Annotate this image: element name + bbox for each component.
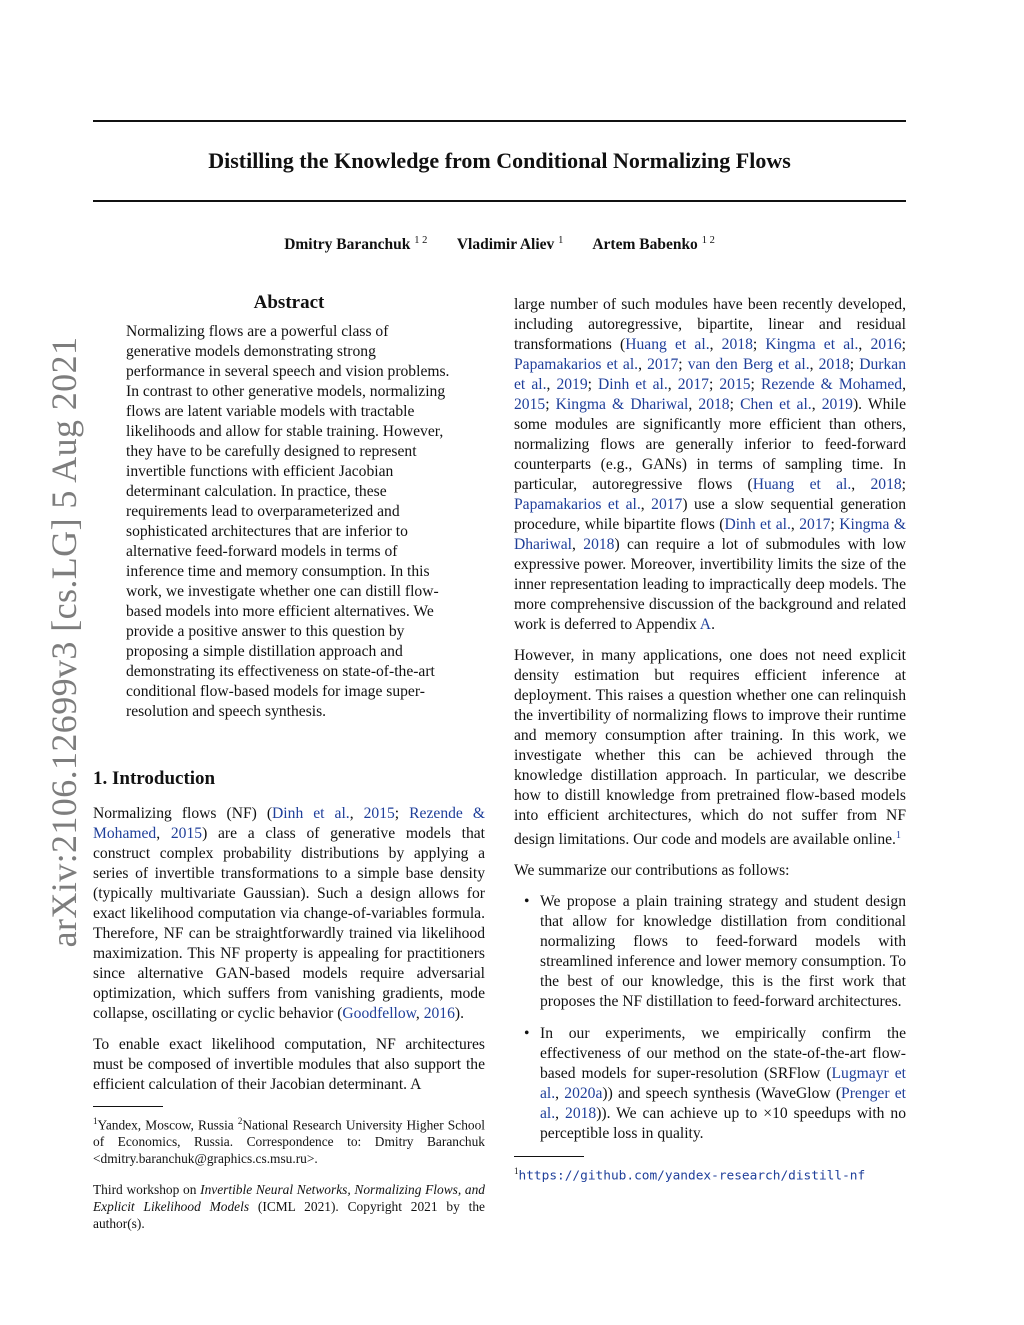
appendix-link[interactable]: A <box>699 616 712 633</box>
code-url-footnote: $^1$https://github.com/yandex-research/distill-nf <box>514 1166 866 1184</box>
citation-link[interactable]: 2017 <box>651 496 683 513</box>
citation-link[interactable]: 2016 <box>423 1005 455 1022</box>
author-list <box>93 235 906 254</box>
author-affiliation: 1 2 <box>414 235 428 246</box>
author-name: Vladimir Aliev <box>456 236 555 254</box>
citation-link[interactable]: 2018 <box>583 536 615 553</box>
citation-link[interactable]: Rezende & Mohamed <box>93 805 485 842</box>
citation-link[interactable]: Huang et al. <box>625 336 710 353</box>
citation-link[interactable]: Goodfellow <box>342 1005 416 1022</box>
citation-link[interactable]: Kingma & Dhariwal <box>514 516 907 553</box>
citation-link[interactable]: 2017 <box>799 516 831 533</box>
citation-link[interactable]: Kingma & Dhariwal <box>555 396 689 413</box>
intro-paragraph: However, in many applications, one does not need explicit density estimation but requires efficient inference at deployment. This raises a question whether one can relinquish the invertibility of normalizing flows to improve their runtime and memory consumption after training. In this work, we investigate whether this can be achieved through the knowledge distillation approach. In particular, we describe how to distill knowledge from pretrained flow-based models into efficient architectures, which do not suffer from NF design limitations. Our code and models are available online.$^1$ <box>514 647 906 849</box>
citation-link[interactable]: 2018 <box>870 476 902 493</box>
contribution-list <box>514 892 906 1144</box>
arxiv-stamp: arXiv:2106.12699v3 [cs.LG] 5 Aug 2021 <box>44 336 84 948</box>
section-heading: 1. Introduction <box>93 768 216 789</box>
citation-link[interactable]: 2015 <box>363 805 395 822</box>
top-rule <box>93 120 906 122</box>
citation-link[interactable]: Dinh et al. <box>724 516 791 533</box>
citation-link[interactable]: Prenger et al. <box>540 1085 906 1123</box>
citation-link[interactable]: Chen et al. <box>740 396 812 413</box>
bullet-icon: • <box>524 893 530 911</box>
title-bottom-rule <box>93 200 906 202</box>
author-affiliation: 1 <box>558 235 564 246</box>
author-name: Dmitry Baranchuk <box>284 236 411 254</box>
citation-link[interactable]: Dinh et al. <box>272 805 350 822</box>
code-url-link[interactable]: https://github.com/yandex-research/distill-nf <box>518 1168 866 1184</box>
footnote-link[interactable]: 1 <box>895 830 901 841</box>
intro-paragraph: To enable exact likelihood computation, NF architectures must be composed of invertible modules that also support the efficient calculation of their Jacobian determinant. A <box>93 1036 485 1093</box>
author-name: Artem Babenko <box>592 236 698 254</box>
bullet-icon: • <box>524 1025 530 1043</box>
citation-link[interactable]: 2019 <box>556 376 588 393</box>
citation-link[interactable]: Dinh et al. <box>598 376 668 393</box>
footnote-rule <box>93 1106 163 1107</box>
citation-link[interactable]: 2018 <box>698 396 730 413</box>
abstract-text: Normalizing flows are a powerful class of generative models demonstrating strong performance in several speech and vision problems. In contrast to other generative models, normalizing flows are latent variable models with tractable likelihoods and allow for stable training. However, they have to be carefully designed to represent invertible functions with efficient Jacobian determinant calculation. In practice, these requirements lead to overparameterized and sophisticated architectures that are inferior to alternative feed-forward models in terms of inference time and memory consumption. In this work, we investigate whether one can distill flow-based models into more efficient alternatives. We provide a positive answer to this question by proposing a simple distillation approach and demonstrating its effectiveness on state-of-the-art conditional flow-based models for image super-resolution and speech synthesis. <box>126 323 450 720</box>
citation-link[interactable]: Durkan et al. <box>514 356 906 393</box>
citation-link[interactable]: Kingma et al. <box>765 336 859 353</box>
citation-link[interactable]: Huang et al. <box>752 476 852 493</box>
citation-link[interactable]: Lugmayr et al. <box>540 1065 906 1103</box>
workshop-footnote: Third workshop on Invertible Neural Networks, Normalizing Flows, and Explicit Likelihood Models (ICML 2021). Copyright 2021 by the author(s). <box>93 1182 485 1232</box>
citation-link[interactable]: 2019 <box>821 396 853 413</box>
citation-link[interactable]: 2018 <box>565 1105 597 1123</box>
citation-link[interactable]: 2018 <box>818 356 850 373</box>
abstract-heading: Abstract <box>253 292 325 313</box>
list-item: • We propose a plain training strategy and student design that allow for knowledge distillation from conditional normalizing flows to feed-forward models with streamlined inference and lower memory consumption. To the best of our knowledge, this is the first work that proposes the NF distillation to feed-forward architectures. <box>524 893 906 1011</box>
intro-paragraph: Normalizing flows (NF) (Dinh et al., 2015; Rezende & Mohamed, 2015) are a class of generative models that construct complex probability distributions by applying a series of invertible transformations to a simple base density (typically multivariate Gaussian). Such a design allows for exact likelihood computation via change-of-variables formula. Therefore, NF can be straightforwardly trained via likelihood maximization. This NF property is appealing for practitioners since alternative GAN-based models require adversarial optimization, which suffers from vanishing gradients, mode collapse, oscillating or cyclic behavior (Goodfellow, 2016). <box>93 805 486 1022</box>
paper-title: Distilling the Knowledge from Conditional Normalizing Flows <box>208 148 791 173</box>
citation-link[interactable]: Papamakarios et al. <box>514 496 641 513</box>
citation-link[interactable]: 2017 <box>677 376 709 393</box>
citation-link[interactable]: 2020a <box>564 1085 603 1103</box>
citation-link[interactable]: 2016 <box>870 336 902 353</box>
citation-link[interactable]: van den Berg et al. <box>687 356 810 373</box>
intro-paragraph: large number of such modules have been recently developed, including autoregressive, bipartite, linear and residual transformations (Huang et al., 2018; Kingma et al., 2016; Papamakarios et al., 2017; van den Berg et al., 2018; Durkan et al., 2019; Dinh et al., 2017; 2015; Rezende & Mohamed, 2015; Kingma & Dhariwal, 2018; Chen et al., 2019). While some modules are significantly more efficient than others, normalizing flows are generally inferior to feed-forward counterparts (e.g., GANs) in terms of sampling time. In particular, autoregressive flows (Huang et al., 2018; Papamakarios et al., 2017) use a slow sequential generation procedure, while bipartite flows (Dinh et al., 2017; Kingma & Dhariwal, 2018) can require a lot of submodules with low expressive power. Moreover, invertibility limits the size of the inner representation leading to impractically deep models. The more comprehensive discussion of the background and related work is deferred to Appendix A. <box>514 296 907 633</box>
affiliation-footnote: $^1$Yandex, Moscow, Russia $^2$National Research University Higher School of Economics, Russia. Correspondence to: Dmitry Baranchuk <dmitry.baranchuk@graphics.cs.msu.ru>. <box>93 1116 485 1167</box>
citation-link[interactable]: 2017 <box>647 356 679 373</box>
left-column <box>93 290 485 1232</box>
citation-link[interactable]: 2015 <box>719 376 751 393</box>
right-column <box>514 295 906 1184</box>
footnote-rule <box>514 1156 584 1157</box>
citation-link[interactable]: Papamakarios et al. <box>514 356 639 373</box>
list-item: • In our experiments, we empirically confirm the effectiveness of our method on the state-of-the-art flow-based models for super-resolution (SRFlow (Lugmayr et al., 2020a)) and speech synthesis (WaveGlow (Prenger et al., 2018)). We can achieve up to ×10 speedups with no perceptible loss in quality. <box>524 1025 907 1143</box>
citation-link[interactable]: 2015 <box>514 396 546 413</box>
citation-link[interactable]: Rezende & Mohamed <box>760 376 903 393</box>
citation-link[interactable]: 2018 <box>721 336 753 353</box>
intro-paragraph: We summarize our contributions as follows: <box>514 862 790 880</box>
citation-link[interactable]: 2015 <box>170 825 203 842</box>
author-affiliation: 1 2 <box>701 235 715 246</box>
